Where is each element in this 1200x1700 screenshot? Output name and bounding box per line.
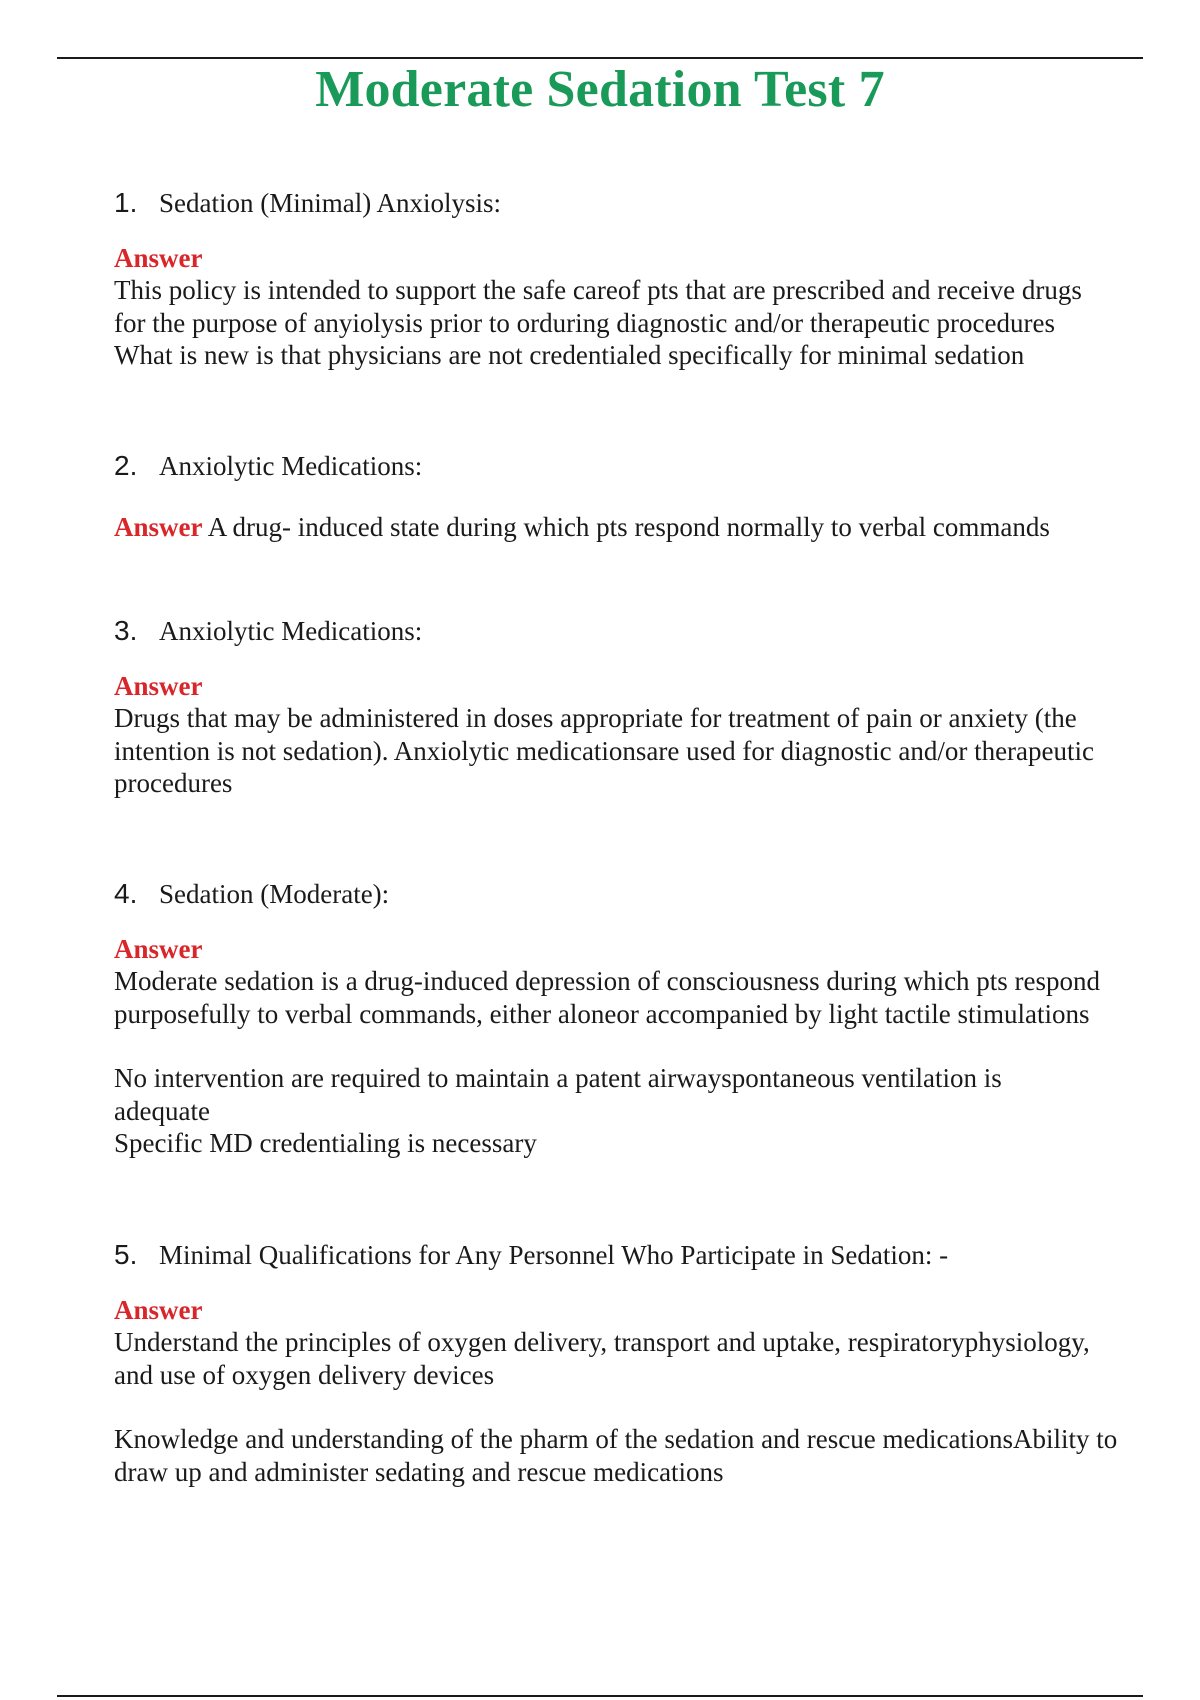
question-text: Anxiolytic Medications:: [159, 451, 423, 481]
answer-line: adequate: [114, 1095, 210, 1126]
question-2: [114, 449, 1144, 483]
answer-text-2: A drug- induced state during which pts respond normally to verbal commands: [207, 512, 1050, 542]
answer-label: Answer: [114, 934, 203, 964]
qa-item-4: [114, 877, 1144, 1160]
answer-line: Drugs that may be administered in doses appropriate for treatment of pain or anxiety (the: [114, 703, 1077, 733]
answer-label: Answer: [114, 671, 203, 701]
question-text: Minimal Qualifications for Any Personnel Who Participate in Sedation: -: [159, 1240, 949, 1270]
answer-line: intention is not sedation). Anxiolytic medicationsare used for diagnostic and/or therapeutic: [114, 735, 1095, 766]
answer-line: No intervention are required to maintain a patent airwayspontaneous ventilation is: [114, 1063, 1002, 1093]
answer-line: What is new is that physicians are not credentialed specifically for minimal sedation: [114, 340, 1025, 370]
question-number: 5.: [114, 1239, 138, 1270]
question-number: 4.: [114, 878, 138, 909]
question-number: 2.: [114, 450, 138, 481]
answer-line: and use of oxygen delivery devices: [114, 1359, 495, 1390]
answer-label: Answer: [114, 1295, 203, 1325]
question-5: [114, 1238, 1144, 1272]
qa-item-2: [114, 449, 1144, 543]
answer-line: for the purpose of anyiolysis prior to orduring diagnostic and/or therapeutic procedures: [114, 307, 1055, 338]
answer-line: draw up and administer sedating and rescue medications: [114, 1456, 724, 1487]
answer-text-5: [114, 1326, 1144, 1488]
qa-item-5: [114, 1238, 1144, 1488]
answer-label: Answer: [114, 243, 203, 273]
answer-text-1: [114, 274, 1144, 372]
answer-text-4: [114, 965, 1144, 1160]
answer-line: Understand the principles of oxygen delivery, transport and uptake, respiratoryphysiology,: [114, 1327, 1090, 1357]
answer-line: procedures: [114, 768, 233, 798]
question-3: [114, 614, 1144, 648]
question-text: Sedation (Minimal) Anxiolysis:: [159, 188, 501, 218]
question-number: 3.: [114, 615, 138, 646]
question-1: [114, 186, 1144, 220]
answer-label: Answer: [114, 512, 203, 542]
question-text: Sedation (Moderate):: [159, 879, 390, 909]
answer-line: Knowledge and understanding of the pharm of the sedation and rescue medicationsAbility to: [114, 1424, 1118, 1454]
answer-text-3: [114, 702, 1144, 800]
answer-inline-2: [114, 511, 1144, 543]
bottom-rule: [57, 1695, 1143, 1697]
answer-line: This policy is intended to support the safe careof pts that are prescribed and receive drugs: [114, 275, 1082, 305]
question-text: Anxiolytic Medications:: [159, 616, 423, 646]
question-number: 1.: [114, 187, 138, 218]
answer-line: purposefully to verbal commands, either aloneor accompanied by light tactile stimulations: [114, 998, 1090, 1029]
qa-item-3: [114, 614, 1144, 800]
page-title: Moderate Sedation Test 7: [315, 61, 885, 118]
answer-line: Specific MD credentialing is necessary: [114, 1128, 537, 1158]
question-4: [114, 877, 1144, 911]
qa-item-1: [114, 186, 1144, 372]
answer-line: Moderate sedation is a drug-induced depression of consciousness during which pts respond: [114, 966, 1101, 996]
